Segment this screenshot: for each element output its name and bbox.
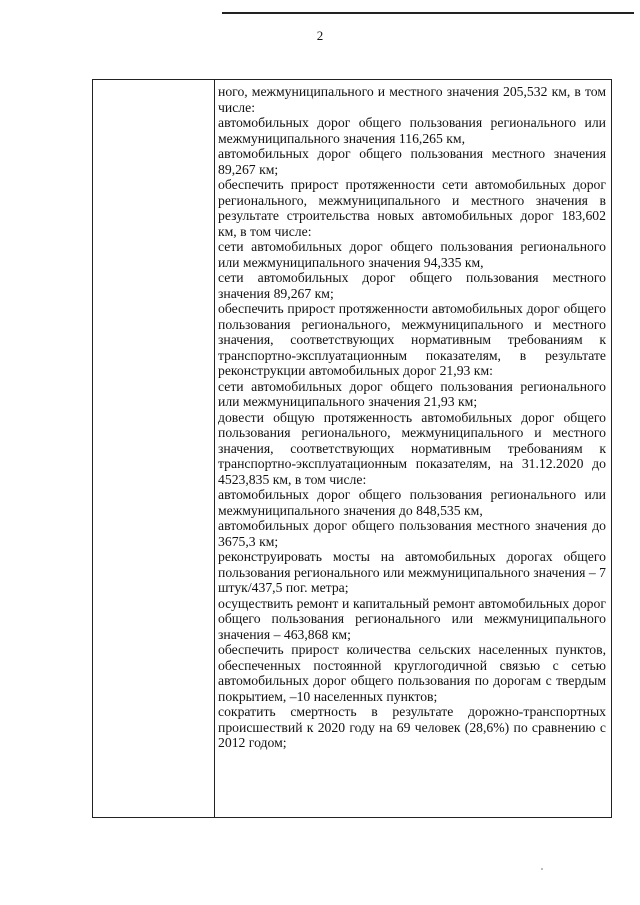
paragraph: сети автомобильных дорог общего пользования регионального или межмуниципального значения 21,93 км; — [218, 378, 606, 409]
header-rule — [222, 12, 634, 14]
paragraph: реконструировать мосты на автомобильных дорогах общего пользования регионального или межмуниципального значения – 7 штук/437,5 пог. метра; — [218, 549, 606, 595]
paragraph: обеспечить прирост количества сельских населенных пунктов, обеспеченных постоянной круглогодичной связью с сетью автомобильных дорог общего пользования по дорогам с твердым покрытием, –10 населенных пунктов; — [218, 642, 606, 704]
paragraph: автомобильных дорог общего пользования местного значения до 3675,3 км; — [218, 518, 606, 549]
paragraph: обеспечить прирост протяженности сети автомобильных дорог регионального, межмуниципального и местного значения в результате строительства новых автомобильных дорог 183,602 км, в том числе: — [218, 177, 606, 239]
paragraph: осуществить ремонт и капитальный ремонт автомобильных дорог общего пользования регионального или межмуниципального значения – 463,868 км; — [218, 595, 606, 642]
page-number: 2 — [316, 28, 324, 43]
right-column-text — [218, 84, 606, 751]
scan-speck — [541, 868, 543, 870]
left-column-empty — [93, 80, 215, 817]
paragraph: сети автомобильных дорог общего пользования местного значения 89,267 км; — [218, 270, 606, 301]
paragraph: обеспечить прирост протяженности автомобильных дорог общего пользования регионального, межмуниципального и местного значения, соответствующих нормативным требованиям к транспортно-эксплуатационным показателям, в результате реконструкции автомобильных дорог 21,93 км: — [218, 301, 606, 378]
paragraph: довести общую протяженность автомобильных дорог общего пользования регионального, межмуниципального и местного значения, соответствующих нормативным требованиям к транспортно-эксплуатационным показателям, на 31.12.2020 до 4523,835 км, в том числе: — [218, 409, 606, 487]
paragraph: сократить смертность в результате дорожно-транспортных происшествий к 2020 году на 69 человек (28,6%) по сравнению с 2012 годом; — [218, 704, 606, 750]
content-table — [92, 79, 612, 818]
paragraph: ного, межмуниципального и местного значения 205,532 км, в том числе: — [218, 84, 606, 115]
paragraph: сети автомобильных дорог общего пользования регионального или межмуниципального значения 94,335 км, — [218, 239, 606, 270]
paragraph: автомобильных дорог общего пользования регионального или межмуниципального значения 116,265 км, — [218, 115, 606, 146]
paragraph: автомобильных дорог общего пользования регионального или межмуниципального значения до 848,535 км, — [218, 487, 606, 518]
paragraph: автомобильных дорог общего пользования местного значения 89,267 км; — [218, 146, 606, 177]
